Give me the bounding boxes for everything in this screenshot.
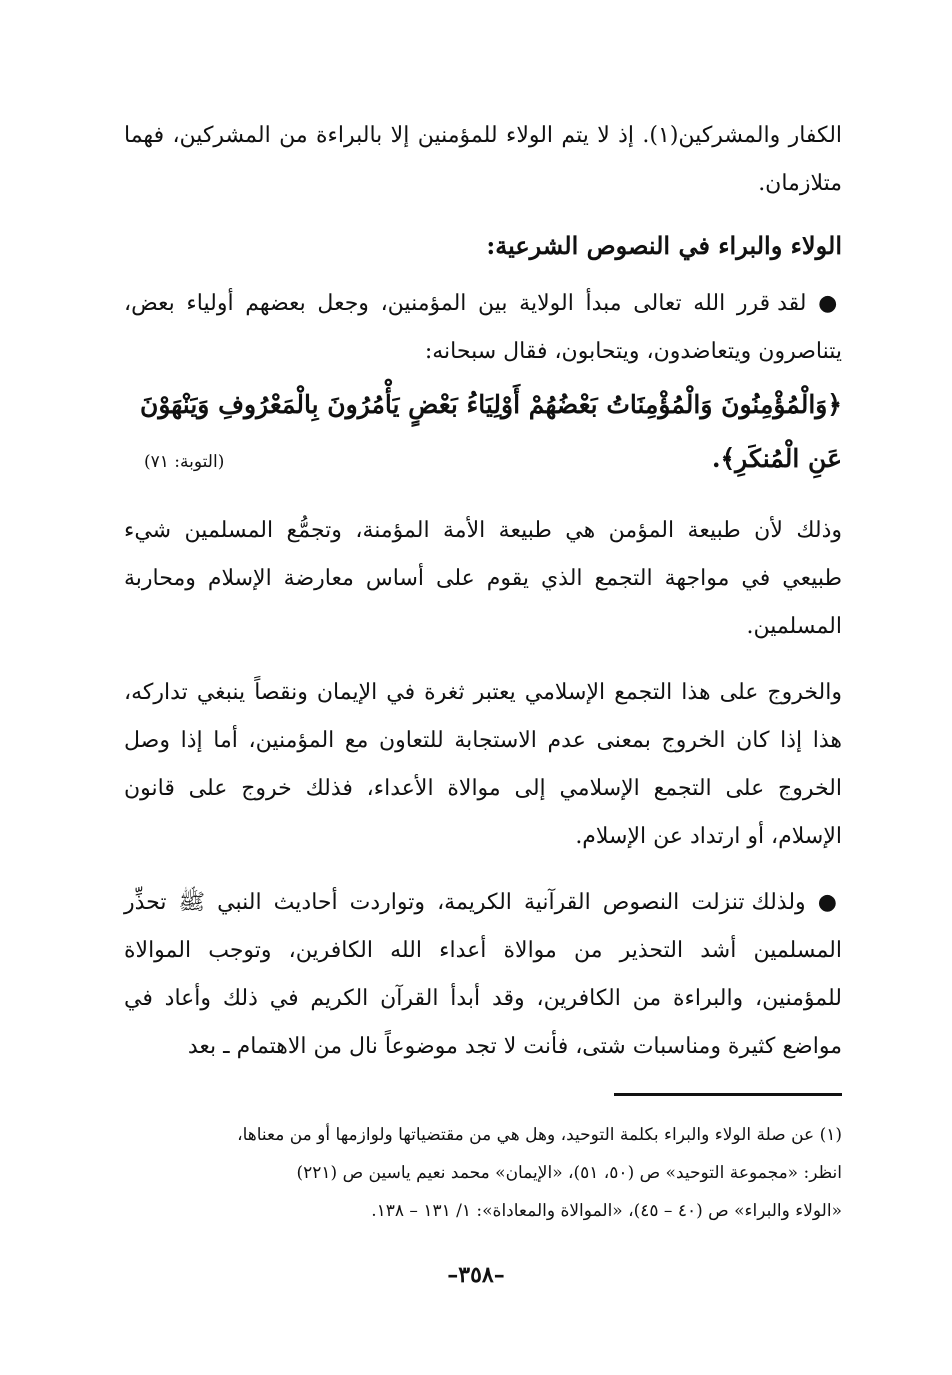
bullet-icon: ● bbox=[817, 890, 842, 915]
section-heading: الولاء والبراء في النصوص الشرعية: bbox=[486, 231, 842, 260]
footnote-line-1: (١) عن صلة الولاء والبراء بكلمة التوحيد، وهل هي من مقتضياتها ولوازمها أو من معناها، bbox=[237, 1125, 842, 1145]
paragraph-continuation: الكفار والمشركين(١). إذ لا يتم الولاء للمؤمنين إلا بالبراءة من المشركين، فهما متلازمان. bbox=[124, 123, 843, 196]
paragraph-bullet-1 bbox=[124, 280, 842, 376]
footnote-line-3: «الولاء والبراء» ص (٤٠ – ٤٥)، «الموالاة والمعاداة»: ١/ ١٣١ – ١٣٨. bbox=[371, 1201, 842, 1221]
paragraph-3: وذلك لأن طبيعة المؤمن هي طبيعة الأمة المؤمنة، وتجمُّع المسلمين شيء طبيعي في مواجهة التجمع الذي يقوم على أساس معارضة الإسلام ومحاربة المسلمين. bbox=[124, 518, 842, 639]
quran-verse-line-2 bbox=[124, 432, 842, 489]
footnote-line-2: انظر: «مجموعة التوحيد» ص (٥٠، ٥١)، «الإيمان» محمد نعيم ياسين ص (٢٢١) bbox=[296, 1163, 842, 1183]
page-number: –٣٥٨– bbox=[447, 1262, 505, 1288]
quran-verse bbox=[124, 378, 842, 489]
quran-verse-line-1: ﴿وَالْمُؤْمِنُونَ وَالْمُؤْمِنَاتُ بَعْضُهُمْ أَوْلِيَاءُ بَعْضٍ يَأْمُرُونَ بِالْمَعْرُوفِ وَيَنْهَوْنَ bbox=[140, 390, 842, 419]
paragraph-4: والخروج على هذا التجمع الإسلامي يعتبر ثغرة في الإيمان ونقصاً ينبغي تداركه، هذا إذا كان الخروج بمعنى عدم الاستجابة للتعاون مع المؤمنين، أما إذا وصل الخروج على التجمع الإسلامي إلى موالاة الأعداء، فذلك خروج على قانون الإسلام، أو ارتداد عن الإسلام. bbox=[124, 680, 842, 849]
paragraph-bullet-2 bbox=[124, 879, 842, 1071]
paragraph-bullet-1-text: لقد قرر الله تعالى مبدأ الولاية بين المؤمنين، وجعل بعضهم أولياء بعض، يتناصرون ويتعاضدون، ويتحابون، فقال سبحانه: bbox=[124, 291, 842, 364]
quran-verse-line-2-text: عَنِ الْمُنكَرِ﴾. bbox=[711, 444, 842, 473]
bullet-icon: ● bbox=[818, 291, 843, 316]
page-body bbox=[124, 112, 842, 1335]
footnote-divider bbox=[614, 1093, 842, 1096]
footnotes bbox=[124, 1116, 842, 1230]
paragraph-bullet-2-text: ولذلك تنزلت النصوص القرآنية الكريمة، وتواردت أحاديث النبي ﷺ تحذِّر المسلمين أشد التحذير من موالاة أعداء الله الكافرين، وتوجب الموالاة للمؤمنين، والبراءة من الكافرين، وقد أبدأ القرآن الكريم في ذلك وأعاد في مواضع كثيرة ومناسبات شتى، فأنت لا تجد موضوعاً نال من الاهتمام ـ بعد bbox=[124, 890, 842, 1059]
quran-reference: (التوبة: ٧١) bbox=[144, 452, 225, 472]
